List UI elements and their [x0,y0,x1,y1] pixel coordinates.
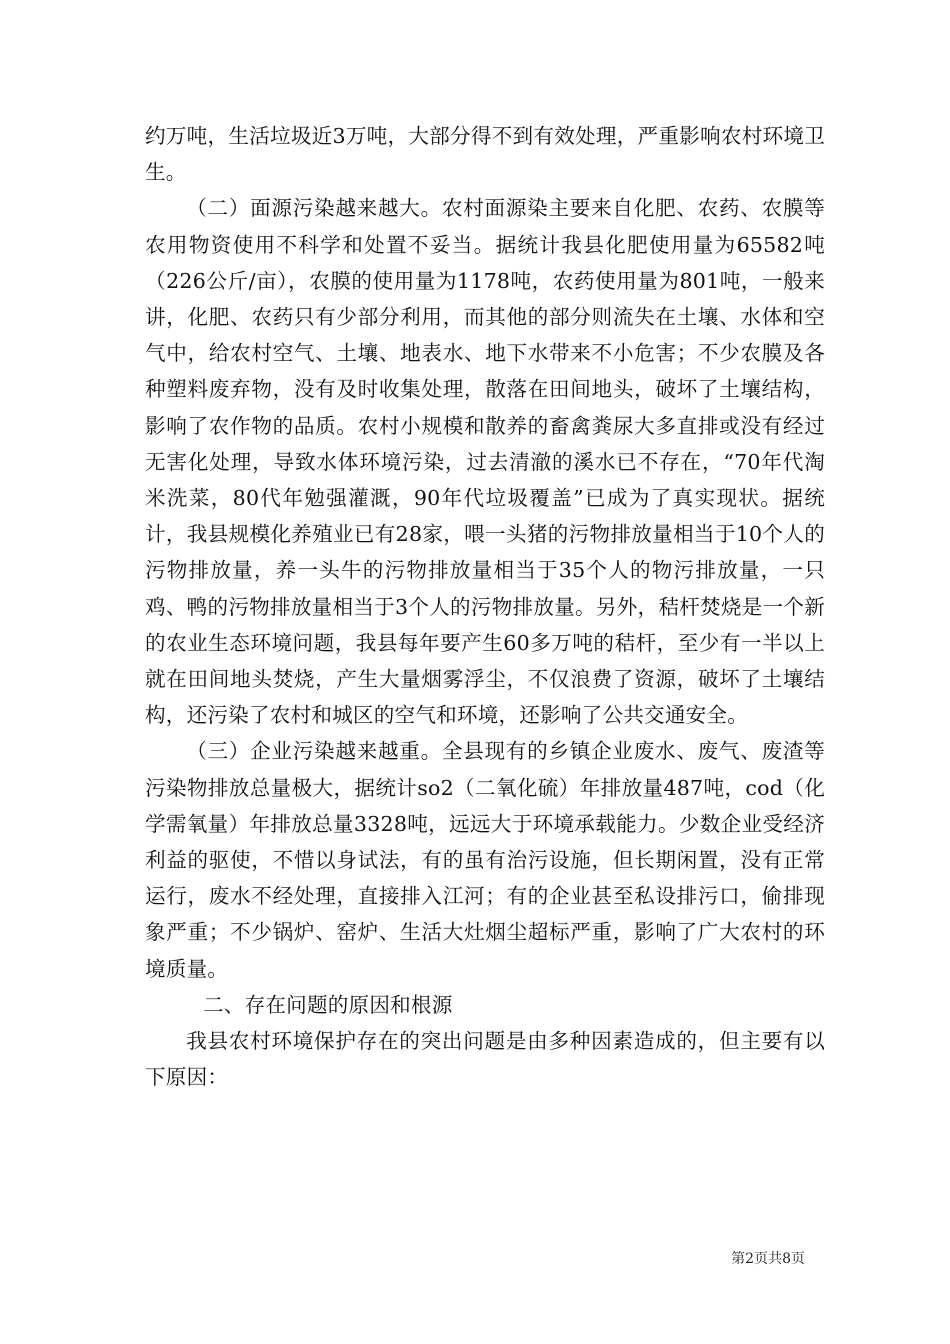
page-number-footer: 第2页共8页 [731,1251,805,1267]
section-heading: 二、存在问题的原因和根源 [203,992,453,1017]
paragraph-area-pollution: （二）面源污染越来越大。农村面源染主要来自化肥、农药、农膜等农用物资使用不科学和处置不妥当。据统计我县化肥使用量为65582吨（226公斤/亩），农膜的使用量为1178吨，农药使用量为801吨，一般来讲，化肥、农药只有少部分利用，而其他的部分则流失在土壤、水体和空气中，给农村空气、土壤、地表水、地下水带来不小危害；不少农膜及各种塑料废弃物，没有及时收集处理，散落在田间地头，破坏了土壤结构，影响了农作物的品质。农村小规模和散养的畜禽粪尿大多直排或没有经过无害化处理，导致水体环境污染，过去清澈的溪水已不存在，“70年代淘米洗菜，80代年勉强灌溉，90年代垃圾覆盖”已成为了真实现状。据统计，我县规模化养殖业已有28家，喂一头猪的污物排放量相当于10个人的污物排放量，养一头牛的污物排放量相当于35个人的物污排放量，一只鸡、鸭的污物排放量相当于3个人的污物排放量。另外，秸杆焚烧是一个新的农业生态环境问题，我县每年要产生60多万吨的秸杆，至少有一半以上就在田间地头焚烧，产生大量烟雾浮尘，不仅浪费了资源，破坏了土壤结构，还污染了农村和城区的空气和环境，还影响了公共交通安全。 [145,196,825,728]
paragraph-causes-intro: 我县农村环境保护存在的突出问题是由多种因素造成的，但主要有以下原因： [145,1029,825,1090]
paragraph-enterprise-pollution: （三）企业污染越来越重。全县现有的乡镇企业废水、废气、废渣等污染物排放总量极大，据统计so2（二氧化硫）年排放量487吨，cod（化学需氧量）年排放总量3328吨，远远大于环境承载能力。少数企业受经济利益的驱使，不惜以身试法，有的虽有治污设施，但长期闲置，没有正常运行，废水不经处理，直接排入江河；有的企业甚至私设排污口，偷排现象严重；不少锅炉、窑炉、生活大灶烟尘超标严重，影响了广大农村的环境质量。 [145,739,825,981]
document-body [145,118,825,1095]
paragraph-continuation: 约万吨，生活垃圾近3万吨，大部分得不到有效处理，严重影响农村环境卫生。 [145,124,825,185]
